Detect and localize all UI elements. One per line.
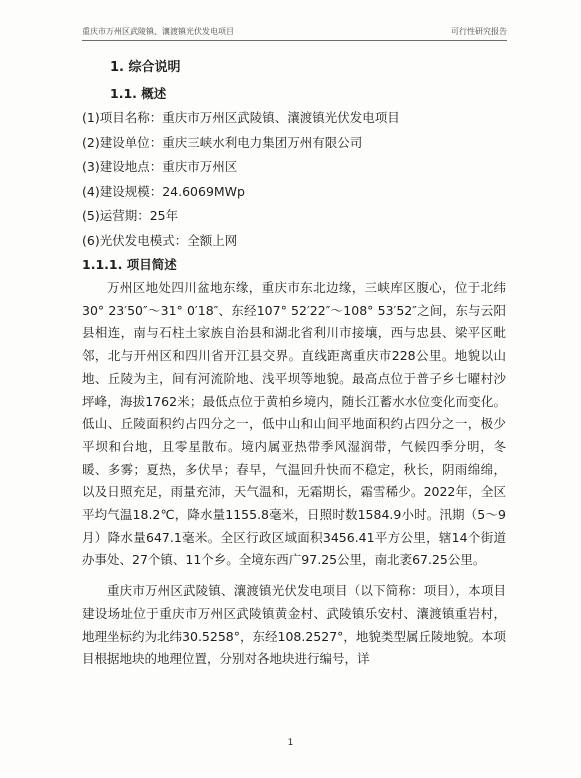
construction-scale-item: (4)建设规模：24.6069MWp [82, 183, 245, 199]
subsubsection-heading: 1.1.1. 项目简述 [82, 257, 177, 272]
operation-period-item: (5)运营期：25年 [82, 208, 179, 223]
header-project-title: 重庆市万州区武陵镇、瀼渡镇光伏发电项目 [82, 27, 234, 36]
project-paragraph: 重庆市万州区武陵镇、瀼渡镇光伏发电项目（以下简称：项目），本项目建设场址位于重庆市万州区武陵镇黄金村、武陵镇乐安村、瀼渡镇重岩村，地理坐标约为北纬30.5258°，东经108.2527°，地貌类型属丘陵地貌。本项目根据地块的地理位置，分别对各地块进行编号，详 [82, 583, 506, 667]
page-header [82, 26, 507, 41]
project-name-item: (1)项目名称：重庆市万州区武陵镇、瀼渡镇光伏发电项目 [82, 110, 400, 125]
page-number: 1 [287, 738, 294, 748]
page-content [82, 55, 506, 671]
section-heading: 1. 综合说明 [110, 60, 181, 75]
construction-site-item: (3)建设地点：重庆市万州区 [82, 159, 238, 174]
overview-paragraph: 万州区地处四川盆地东缘，重庆市东北边缘，三峡库区腹心，位于北纬30° 23′50″～31° 0′18″、东经107° 52′22″～108° 53′52″之间，东与云阳县相连，南与石柱土家族自治县和湖北省利川市接壤，西与忠县、梁平区毗邻，北与开州区和四川省开江县交界。直线距离重庆市228公里。地貌以山地、丘陵为主，间有河流阶地、浅平坝等地貌。最高点位于普子乡七曜村沙坪峰，海拔1762米；最低点位于黄柏乡境内，随长江蓄水水位变化而变化。低山、丘陵面积约占四分之一，低中山和山间平地面积约占四分之一，极少平坝和台地，且零星散布。境内属亚热带季风湿润带，气候四季分明，冬暖、多雾；夏热，多伏旱；春早，气温回升快而不稳定，秋长，阴雨绵绵，以及日照充足，雨量充沛，天气温和，无霜期长，霜雪稀少。2022年，全区平均气温18.2℃，降水量1155.8毫米，日照时数1584.9小时。汛期（5～9月）降水量647.1毫米。全区行政区域面积3456.41平方公里，辖14个街道办事处、27个镇、11个乡。全境东西广97.25公里，南北袤67.25公里。 [82, 280, 506, 568]
pv-mode-item: (6)光伏发电模式：全额上网 [82, 232, 238, 248]
construction-unit-item: (2)建设单位：重庆三峡水利电力集团万州有限公司 [82, 134, 363, 150]
header-report-type: 可行性研究报告 [451, 27, 507, 36]
subsection-heading: 1.1. 概述 [110, 86, 167, 101]
